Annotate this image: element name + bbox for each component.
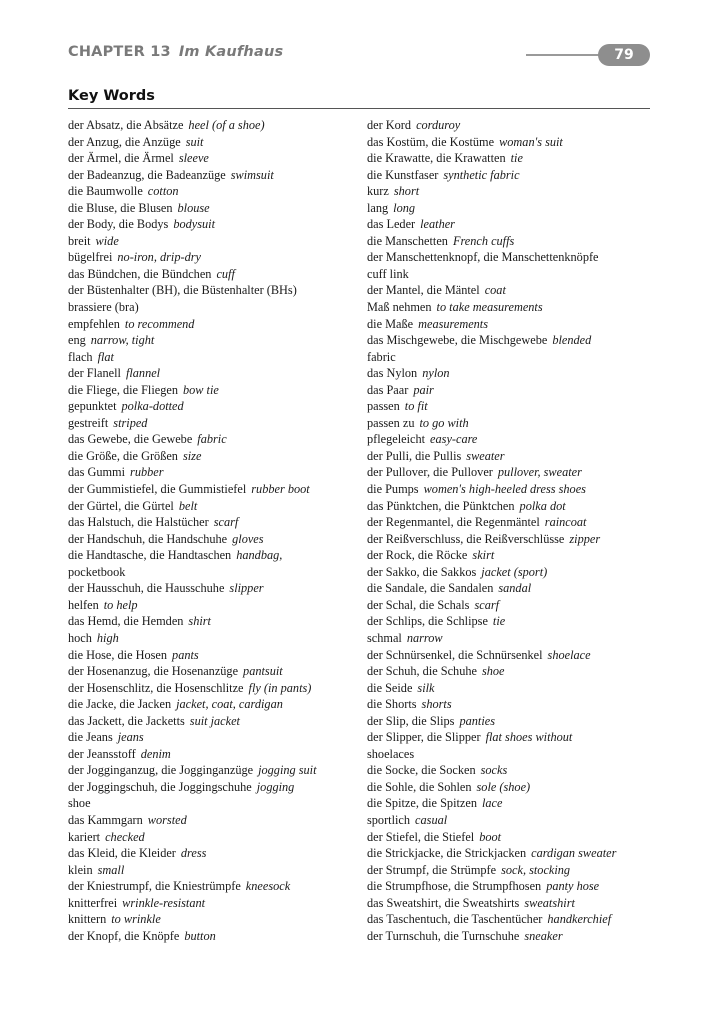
english-translation: sole (shoe) [476, 779, 531, 794]
english-translation: to go with [419, 415, 469, 430]
vocabulary-entry [68, 729, 358, 746]
vocabulary-entry [68, 762, 358, 779]
vocabulary-entry [68, 928, 358, 945]
german-term: die Socke, die Socken [367, 763, 476, 778]
german-term: der Regenmantel, die Regenmäntel [367, 515, 540, 530]
vocabulary-entry [68, 448, 358, 465]
english-translation: pullover, sweater [497, 465, 582, 480]
english-translation: sleeve [178, 151, 209, 166]
german-term: die Strickjacke, die Strickjacken [367, 846, 527, 861]
german-term: die Jeans [68, 730, 113, 745]
english-translation: sneaker [524, 928, 563, 943]
german-term: die Maße [367, 316, 414, 331]
german-term: knittern [68, 912, 107, 927]
german-term: der Strumpf, die Strümpfe [367, 862, 497, 877]
german-term: die Shorts [367, 697, 417, 712]
vocabulary-entry [367, 878, 657, 895]
english-translation: socks [480, 763, 508, 778]
vocabulary-entry [367, 895, 657, 912]
vocabulary-entry [367, 216, 657, 233]
english-translation: checked [105, 829, 145, 844]
german-term: empfehlen [68, 316, 120, 331]
german-term: das Taschentuch, die Taschentücher [367, 912, 543, 927]
english-translation: leather [420, 217, 455, 232]
german-term: der Turnschuh, die Turnschuhe [367, 928, 520, 943]
vocabulary-entry [68, 812, 358, 829]
english-translation: small [97, 862, 125, 877]
german-term: die Handtasche, die Handtaschen [68, 548, 232, 563]
vocabulary-entry [367, 613, 657, 630]
vocabulary-entry [68, 713, 358, 730]
german-term: der Handschuh, die Handschuhe [68, 531, 228, 546]
german-term: gestreift [68, 415, 109, 430]
page-number-badge: 79 [598, 44, 650, 66]
german-term: das Pünktchen, die Pünktchen [367, 498, 515, 513]
vocabulary-entry [367, 365, 657, 382]
vocabulary-entry [367, 779, 657, 796]
english-translation-continued: pocketbook [68, 564, 126, 579]
vocabulary-entry [68, 580, 358, 597]
vocabulary-entry [367, 117, 657, 134]
english-translation: shirt [188, 614, 211, 629]
german-term: das Kammgarn [68, 812, 143, 827]
english-translation: gloves [232, 531, 264, 546]
german-term: das Sweatshirt, die Sweatshirts [367, 895, 520, 910]
vocabulary-entry [367, 233, 657, 250]
german-term: schmal [367, 630, 402, 645]
english-translation: dress [180, 846, 207, 861]
vocabulary-entry [367, 183, 657, 200]
german-term: das Gummi [68, 465, 126, 480]
english-translation: handkerchief [547, 912, 612, 927]
english-translation: narrow, tight [90, 333, 155, 348]
vocabulary-entry [367, 928, 657, 945]
vocabulary-column-left [68, 117, 358, 944]
vocabulary-entry [367, 134, 657, 151]
english-translation: panty hose [546, 879, 600, 894]
english-translation-continued: fabric [367, 349, 396, 364]
english-translation: sock, stocking [501, 862, 571, 877]
german-term: die Seide [367, 680, 413, 695]
english-translation: striped [113, 415, 148, 430]
english-translation: sandal [498, 581, 532, 596]
vocabulary-entry [68, 630, 358, 647]
english-translation: fly (in pants) [248, 680, 312, 695]
vocabulary-entry [68, 282, 358, 299]
vocabulary-entry [68, 365, 358, 382]
vocabulary-entry [367, 713, 657, 730]
german-term: der Hausschuh, die Hausschuhe [68, 581, 225, 596]
english-translation: shoe [481, 664, 505, 679]
german-term: der Schuh, die Schuhe [367, 664, 477, 679]
german-term: die Fliege, die Fliegen [68, 382, 178, 397]
german-term: gepunktet [68, 399, 117, 414]
german-term: das Kostüm, die Kostüme [367, 134, 495, 149]
english-translation: polka-dotted [121, 399, 184, 414]
english-translation: fabric [197, 432, 227, 447]
vocabulary-entry [68, 647, 358, 664]
vocabulary-entry [68, 862, 358, 879]
german-term: lang [367, 200, 389, 215]
english-translation: cotton [147, 184, 179, 199]
german-term: die Strumpfhose, die Strumpfhosen [367, 879, 542, 894]
english-translation: blouse [177, 200, 210, 215]
english-translation: scarf [213, 515, 239, 530]
english-translation: jacket (sport) [481, 564, 548, 579]
vocabulary-entry [68, 464, 358, 481]
english-translation: suit [185, 134, 204, 149]
vocabulary-entry [367, 481, 657, 498]
german-term: der Sakko, die Sakkos [367, 564, 477, 579]
german-term: die Pumps [367, 482, 419, 497]
english-translation: denim [140, 746, 171, 761]
german-term: das Hemd, die Hemden [68, 614, 184, 629]
english-translation: pair [413, 382, 434, 397]
vocabulary-entry [367, 812, 657, 829]
vocabulary-entry [68, 117, 358, 134]
english-translation: heel (of a shoe) [188, 118, 265, 132]
english-translation: narrow [406, 630, 443, 645]
vocabulary-entry [68, 481, 358, 498]
vocabulary-entry [68, 183, 358, 200]
vocabulary-column-right [367, 117, 657, 944]
german-term: das Paar [367, 382, 409, 397]
english-translation: French cuffs [452, 233, 515, 248]
english-translation: sweater [466, 448, 505, 463]
english-translation: cardigan sweater [531, 846, 617, 861]
vocabulary-entry [367, 663, 657, 680]
german-term: der Pulli, die Pullis [367, 448, 462, 463]
vocabulary-entry [367, 382, 657, 399]
german-term: der Gummistiefel, die Gummistiefel [68, 482, 247, 497]
vocabulary-entry [367, 564, 657, 581]
english-translation: lace [481, 796, 503, 811]
english-translation: shorts [421, 697, 452, 712]
vocabulary-entry [367, 911, 657, 928]
english-translation: scarf [474, 597, 500, 612]
english-translation: kneesock [245, 879, 291, 894]
english-translation-continued: brassiere (bra) [68, 300, 139, 315]
english-translation: panties [459, 713, 495, 728]
vocabulary-entry [367, 580, 657, 597]
german-term: kurz [367, 184, 389, 199]
vocabulary-entry [367, 531, 657, 548]
english-translation: suit jacket [189, 713, 240, 728]
german-term: der Anzug, die Anzüge [68, 134, 181, 149]
german-term: das Halstuch, die Halstücher [68, 515, 209, 530]
german-term: der Kniestrumpf, die Kniestrümpfe [68, 879, 241, 894]
german-term: der Gürtel, die Gürtel [68, 498, 174, 513]
chapter-label: CHAPTER 13 [68, 44, 171, 60]
english-translation: measurements [418, 316, 489, 331]
german-term: passen [367, 399, 400, 414]
german-term: Maß nehmen [367, 300, 432, 315]
german-term: die Jacke, die Jacken [68, 697, 172, 712]
german-term: kariert [68, 829, 101, 844]
vocabulary-entry [367, 514, 657, 531]
english-translation: to help [103, 597, 138, 612]
english-translation: polka dot [519, 498, 566, 513]
vocabulary-entry [367, 464, 657, 481]
german-term: der Joggingschuh, die Joggingschuhe [68, 779, 252, 794]
vocabulary-entry [367, 845, 657, 862]
vocabulary-entry [367, 762, 657, 779]
german-term: eng [68, 333, 86, 348]
vocabulary-entry [367, 829, 657, 846]
chapter-heading [68, 44, 283, 60]
vocabulary-entry [68, 779, 358, 796]
vocabulary-entry [68, 398, 358, 415]
english-translation: rubber [130, 465, 164, 480]
german-term: der Hosenschlitz, die Hosenschlitze [68, 680, 244, 695]
english-translation: slipper [229, 581, 264, 596]
english-translation: corduroy [416, 118, 461, 132]
header-rule [526, 54, 606, 56]
vocabulary-entry [367, 448, 657, 465]
german-term: der Manschettenknopf, die Manschettenknöpfe [367, 250, 599, 265]
vocabulary-entry [367, 729, 657, 746]
english-translation: skirt [472, 548, 495, 563]
vocabulary-entry [68, 200, 358, 217]
english-translation: swimsuit [230, 167, 274, 182]
german-term: helfen [68, 597, 99, 612]
vocabulary-entry [68, 531, 358, 548]
german-term: das Bündchen, die Bündchen [68, 266, 212, 281]
german-term: die Bluse, die Blusen [68, 200, 173, 215]
vocabulary-entry [68, 150, 358, 167]
vocabulary-entry [68, 431, 358, 448]
german-term: die Sandale, die Sandalen [367, 581, 494, 596]
german-term: die Hose, die Hosen [68, 647, 168, 662]
german-term: der Kord [367, 118, 412, 132]
vocabulary-entry [367, 696, 657, 713]
vocabulary-entry [68, 878, 358, 895]
vocabulary-entry [68, 415, 358, 432]
german-term: der Jeansstoff [68, 746, 136, 761]
english-translation: flannel [125, 366, 161, 381]
vocabulary-entry [68, 680, 358, 697]
vocabulary-entry [367, 647, 657, 664]
german-term: die Manschetten [367, 233, 448, 248]
vocabulary-entry [367, 282, 657, 299]
vocabulary-entry [367, 150, 657, 167]
vocabulary-entry [367, 200, 657, 217]
vocabulary-entry [367, 249, 657, 266]
german-term: der Stiefel, die Stiefel [367, 829, 475, 844]
english-translation: jacket, coat, cardigan [176, 697, 283, 712]
english-translation: shoelace [547, 647, 591, 662]
german-term: der Slip, die Slips [367, 713, 455, 728]
vocabulary-entry [367, 547, 657, 564]
english-translation: easy-care [430, 432, 478, 447]
english-translation: flat [97, 349, 114, 364]
german-term: der Absatz, die Absätze [68, 118, 184, 132]
german-term: der Ärmel, die Ärmel [68, 151, 174, 166]
english-translation: wide [95, 233, 119, 248]
german-term: die Krawatte, die Krawatten [367, 151, 506, 166]
vocabulary-entry [68, 696, 358, 713]
german-term: der Schal, die Schals [367, 597, 470, 612]
german-term: bügelfrei [68, 250, 113, 265]
vocabulary-entry [367, 316, 657, 333]
english-translation: button [184, 928, 216, 943]
english-translation: casual [415, 812, 448, 827]
vocabulary-entry [367, 680, 657, 697]
english-translation: to recommend [124, 316, 195, 331]
english-translation: tie [510, 151, 523, 166]
english-translation: pantsuit [243, 664, 283, 679]
german-term: breit [68, 233, 91, 248]
english-translation: to fit [404, 399, 428, 414]
english-translation: to take measurements [436, 300, 543, 315]
vocabulary-entry [367, 862, 657, 879]
german-term: die Kunstfaser [367, 167, 439, 182]
german-term: der Pullover, die Pullover [367, 465, 493, 480]
german-term: der Jogginganzug, die Jogginganzüge [68, 763, 254, 778]
english-translation: blended [552, 333, 592, 348]
english-translation: boot [479, 829, 502, 844]
english-translation: woman's suit [499, 134, 563, 149]
chapter-title: Im Kaufhaus [178, 44, 284, 60]
english-translation: zipper [569, 531, 601, 546]
vocabulary-entry [68, 514, 358, 531]
german-term: der Schlips, die Schlipse [367, 614, 488, 629]
german-term: der Hosenanzug, die Hosenanzüge [68, 664, 239, 679]
english-translation: nylon [422, 366, 450, 381]
english-translation: jogging [256, 779, 295, 794]
vocabulary-entry [68, 547, 358, 564]
english-translation: belt [178, 498, 198, 513]
english-translation: handbag, [236, 548, 283, 563]
german-term: die Sohle, die Sohlen [367, 779, 472, 794]
english-translation: flat shoes without [485, 730, 573, 745]
vocabulary-entry [68, 613, 358, 630]
vocabulary-entry [367, 795, 657, 812]
section-rule [68, 108, 650, 109]
german-term: das Jackett, die Jacketts [68, 713, 185, 728]
german-term: der Flanell [68, 366, 121, 381]
vocabulary-entry [367, 498, 657, 515]
german-term: der Knopf, die Knöpfe [68, 928, 180, 943]
german-term: der Reißverschluss, die Reißverschlüsse [367, 531, 565, 546]
german-term: hoch [68, 630, 92, 645]
vocabulary-entry [68, 332, 358, 349]
vocabulary-entry [68, 746, 358, 763]
german-term: knitterfrei [68, 895, 118, 910]
english-translation: to wrinkle [111, 912, 161, 927]
english-translation: bodysuit [173, 217, 215, 232]
english-translation: sweatshirt [524, 895, 575, 910]
english-translation: women's high-heeled dress shoes [423, 482, 586, 497]
english-translation: cuff [216, 266, 235, 281]
vocabulary-entry [68, 134, 358, 151]
german-term: das Gewebe, die Gewebe [68, 432, 193, 447]
english-translation: pants [172, 647, 199, 662]
english-translation: worsted [147, 812, 187, 827]
vocabulary-entry [68, 498, 358, 515]
english-translation: silk [417, 680, 435, 695]
german-term: klein [68, 862, 93, 877]
vocabulary-entry [68, 316, 358, 333]
english-translation: coat [484, 283, 506, 298]
english-translation: short [393, 184, 420, 199]
german-term: das Nylon [367, 366, 418, 381]
german-term: der Schnürsenkel, die Schnürsenkel [367, 647, 543, 662]
english-translation: high [96, 630, 119, 645]
english-translation: jeans [117, 730, 144, 745]
english-translation-continued: shoe [68, 796, 91, 811]
vocabulary-entry [367, 597, 657, 614]
vocabulary-entry [68, 349, 358, 366]
vocabulary-entry [367, 630, 657, 647]
vocabulary-entry [68, 249, 358, 266]
german-term: der Badeanzug, die Badeanzüge [68, 167, 226, 182]
english-translation-continued: shoelaces [367, 746, 415, 761]
german-term: pflegeleicht [367, 432, 426, 447]
english-translation: no-iron, drip-dry [117, 250, 201, 265]
vocabulary-entry [367, 167, 657, 184]
english-translation: long [393, 200, 416, 215]
german-term: passen zu [367, 415, 415, 430]
vocabulary-entry [367, 299, 657, 316]
german-term: das Kleid, die Kleider [68, 846, 176, 861]
german-term: das Leder [367, 217, 416, 232]
vocabulary-entry [68, 845, 358, 862]
english-translation: size [182, 448, 202, 463]
english-translation: wrinkle-resistant [122, 895, 206, 910]
german-term: der Büstenhalter (BH), die Büstenhalter (BHs) [68, 283, 297, 298]
german-term: sportlich [367, 812, 411, 827]
vocabulary-entry [68, 597, 358, 614]
german-term: der Rock, die Röcke [367, 548, 468, 563]
vocabulary-entry [68, 829, 358, 846]
vocabulary-entry [68, 382, 358, 399]
vocabulary-entry [367, 431, 657, 448]
english-translation: rubber boot [251, 482, 310, 497]
vocabulary-entry [68, 167, 358, 184]
running-head [68, 44, 650, 66]
german-term: die Größe, die Größen [68, 448, 178, 463]
english-translation: bow tie [182, 382, 219, 397]
german-term: die Baumwolle [68, 184, 143, 199]
german-term: der Slipper, die Slipper [367, 730, 481, 745]
section-title: Key Words [68, 88, 155, 104]
vocabulary-entry [68, 895, 358, 912]
vocabulary-entry [68, 233, 358, 250]
german-term: der Mantel, die Mäntel [367, 283, 480, 298]
vocabulary-entry [68, 266, 358, 283]
german-term: flach [68, 349, 93, 364]
german-term: die Spitze, die Spitzen [367, 796, 477, 811]
german-term: der Body, die Bodys [68, 217, 169, 232]
german-term: das Mischgewebe, die Mischgewebe [367, 333, 548, 348]
vocabulary-entry [68, 216, 358, 233]
vocabulary-entry [367, 415, 657, 432]
vocabulary-entry [367, 398, 657, 415]
vocabulary-entry [367, 332, 657, 349]
english-translation: jogging suit [258, 763, 317, 778]
english-translation: tie [492, 614, 506, 629]
english-translation: raincoat [544, 515, 587, 530]
english-translation-continued: cuff link [367, 266, 409, 281]
vocabulary-entry [68, 911, 358, 928]
vocabulary-entry [68, 663, 358, 680]
english-translation: synthetic fabric [443, 167, 520, 182]
